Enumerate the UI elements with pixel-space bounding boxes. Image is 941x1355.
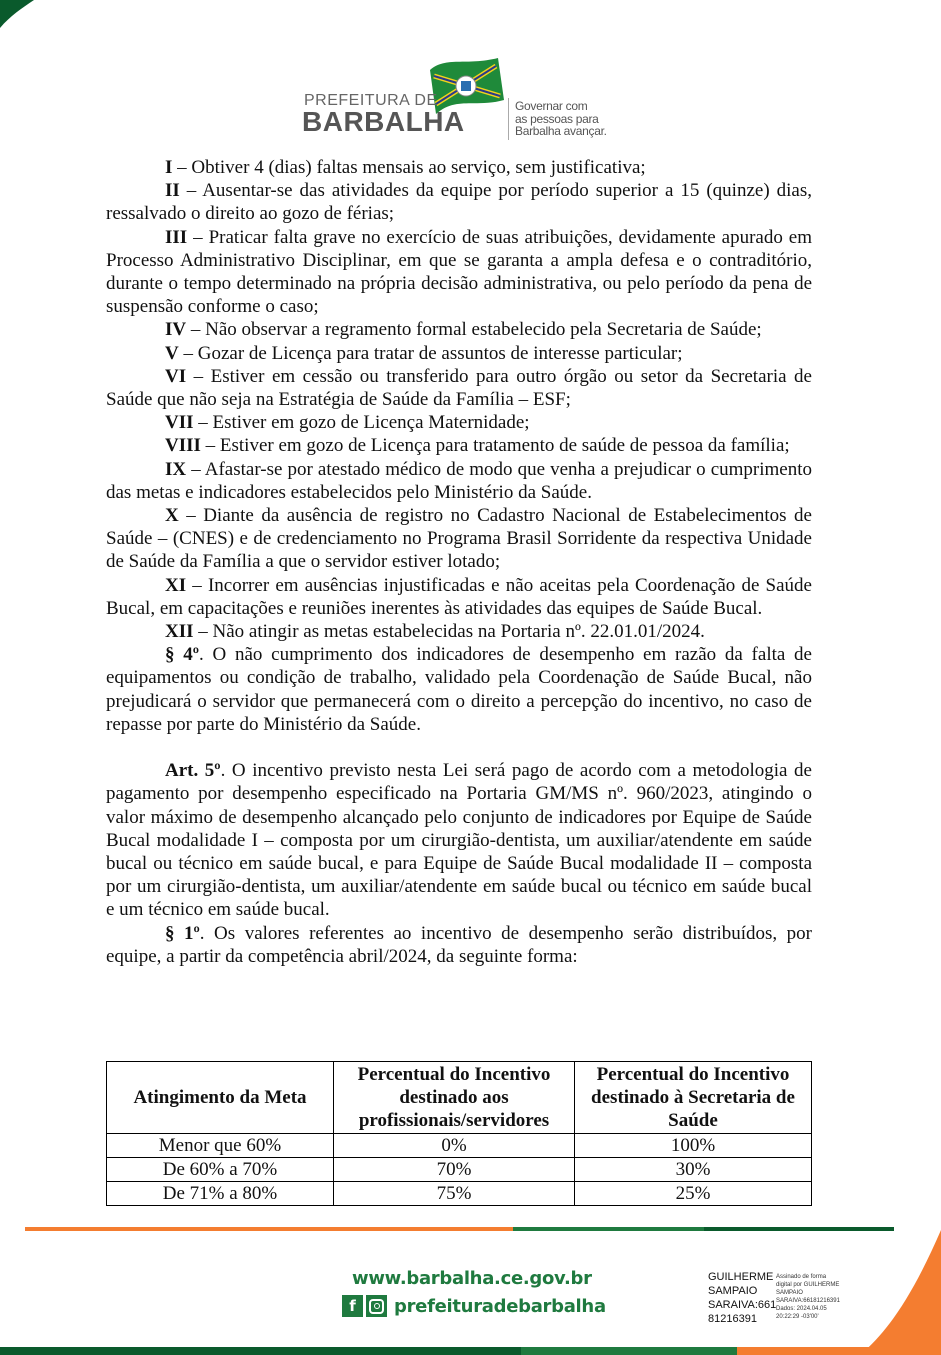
paragraph-lead: VI [165,365,187,387]
footer-divider-orange [25,1227,513,1231]
paragraph-lead: XI [165,574,187,596]
paragraph-lead: § 1º [165,922,200,944]
paragraph-lead: II [165,180,180,202]
table-cell: De 60% a 70% [107,1158,334,1182]
signature-note-line: SARAIVA:66181216391 [776,1298,840,1304]
table-header-row [107,1062,812,1134]
paragraph [106,179,812,225]
paragraph-lead: IV [165,319,187,341]
paragraph-text: – Não atingir as metas estabelecidas na Portaria nº. 22.01.01/2024. [193,621,705,643]
paragraph [106,318,812,341]
paragraph [106,434,812,457]
paragraph-lead: Art. 5º [165,760,221,782]
paragraph-text: – Ausentar-se das atividades da equipe por período superior a 15 (quinze) dias, ressalvado o direito ao gozo de férias; [106,180,812,225]
signature-note-line: digital por GUILHERME [776,1282,840,1288]
footer-divider-green [513,1227,704,1231]
paragraph [106,922,812,968]
table-cell: 25% [575,1182,812,1206]
table-cell: Menor que 60% [107,1134,334,1158]
slogan-line: Governar com [515,99,588,113]
table-row [107,1182,812,1206]
signature-note-line: SAMPAIO [776,1290,803,1296]
facebook-icon[interactable]: f [342,1295,363,1317]
table-cell: 100% [575,1134,812,1158]
signature-line: SARAIVA:661 [708,1299,777,1311]
paragraph [106,365,812,411]
paragraph [106,411,812,434]
paragraph-text: . Os valores referentes ao incentivo de desempenho serão distribuídos, por equipe, a partir da competência abril/2024, da seguinte forma: [106,922,812,967]
paragraph-text: – Diante da ausência de registro no Cadastro Nacional de Estabelecimentos de Saúde – (CNES) e de credenciamento no Programa Brasil Sorridente da respectiva Unidade de Saúde da Família a que o servidor estiver lotado; [106,505,812,573]
incentive-table [106,1061,812,1206]
document-body [106,156,812,968]
signature-note-line: Dados: 2024.04.05 [776,1306,827,1312]
paragraph-lead: XII [165,621,194,643]
table-header: Percentual do Incentivo destinado à Secretaria de Saúde [575,1062,812,1134]
paragraph [106,574,812,620]
paragraph [106,643,812,736]
slogan-line: Barbalha avançar. [515,124,607,138]
paragraph-lead: I [165,157,173,178]
table-cell: 0% [334,1134,575,1158]
paragraph-lead: III [165,226,188,248]
paragraph-lead: VIII [165,435,201,457]
logo-line1: PREFEITURA DE [304,92,438,109]
paragraph-lead: VII [165,412,194,434]
table-row [107,1134,812,1158]
bottom-bar-green [521,1347,737,1355]
signature-note [776,1273,856,1321]
slogan-line: as pessoas para [515,111,599,126]
paragraph-lead: V [165,342,179,364]
paragraph-lead: § 4º [165,644,200,666]
website-link[interactable]: www.barbalha.ce.gov.br [352,1268,592,1289]
paragraph [106,620,812,643]
instagram-icon[interactable] [366,1295,387,1317]
paragraph-text: . O incentivo previsto nesta Lei será pago de acordo com a metodologia de pagamento por desempenho especificado na Portaria GM/MS nº. 960/2023, atingindo o valor máximo de desempenho alcançado pelo conjunto de indicadores por Equipe de Saúde Bucal modalidade I – composta por um cirurgião-dentista, um auxiliar/atendente em saúde bucal ou técnico em saúde bucal, e para Equipe de Saúde Bucal modalidade II – composta por um cirurgião-dentista, um auxiliar/atendente em saúde bucal ou técnico em saúde bucal e um técnico em saúde bucal. [106,760,812,921]
table-cell: De 71% a 80% [107,1182,334,1206]
social-handle: prefeituradebarbalha [394,1295,606,1317]
paragraph [106,156,812,179]
paragraph-text: – Obtiver 4 (dias) faltas mensais ao serviço, sem justificativa; [172,157,646,178]
paragraph [106,342,812,365]
table-cell: 30% [575,1158,812,1182]
paragraph [106,458,812,504]
table-cell: 70% [334,1158,575,1182]
logo-divider [508,98,509,140]
paragraph-text: – Estiver em gozo de Licença para tratamento de saúde de pessoa da família; [200,435,790,457]
paragraph-text: – Incorrer em ausências injustificadas e não aceitas pela Coordenação de Saúde Bucal, em capacitações e reuniões inerentes às atividades das equipes de Saúde Bucal. [106,574,812,619]
signature-name [708,1270,776,1326]
social-links [342,1295,606,1317]
paragraph [106,504,812,574]
bottom-bar-orange [737,1347,941,1355]
paragraph [106,226,812,319]
table-header: Atingimento da Meta [107,1062,334,1134]
paragraph [106,759,812,921]
table-header: Percentual do Incentivo destinado aos profissionais/servidores [334,1062,575,1134]
paragraph-lead: X [165,505,179,527]
table-cell: 75% [334,1182,575,1206]
bottom-bar-dark [0,1347,521,1355]
paragraph-lead: IX [165,458,187,480]
logo-slogan [515,100,607,138]
logo-line2: BARBALHA [302,106,465,137]
signature-line: 81216391 [708,1313,757,1325]
paragraph-text: – Não observar a regramento formal estabelecido pela Secretaria de Saúde; [186,319,762,341]
signature-line: GUILHERME [708,1271,774,1283]
paragraph-text: – Estiver em gozo de Licença Maternidade; [193,412,530,434]
prefeitura-logo [300,56,620,146]
signature-line: SAMPAIO [708,1285,758,1297]
corner-decoration-orange [860,1230,941,1355]
paragraph-text: – Gozar de Licença para tratar de assuntos de interesse particular; [178,342,683,364]
paragraph-text: . O não cumprimento dos indicadores de desempenho em razão da falta de equipamentos ou condição de trabalho, validado pela Coordenação de Saúde Bucal, não prejudicará o servidor que permanecerá com o direito a percepção do incentivo, no caso de repasse por parte do Ministério da Saúde. [106,644,812,735]
signature-note-line: 20:22:29 -03'00' [776,1314,819,1320]
table-row [107,1158,812,1182]
signature-note-line: Assinado de forma [776,1274,827,1280]
paragraph-text: – Estiver em cessão ou transferido para outro órgão ou setor da Secretaria de Saúde que não seja na Estratégia de Saúde da Família – ESF; [106,365,812,411]
paragraph-text: – Afastar-se por atestado médico de modo que venha a prejudicar o cumprimento das metas e indicadores estabelecidos pelo Ministério da Saúde. [106,458,812,503]
corner-decoration [0,0,40,30]
paragraph-text: – Praticar falta grave no exercício de suas atribuições, devidamente apurado em Processo Administrativo Disciplinar, em que se garanta a ampla defesa e o contraditório, durante o tempo determinado na própria decisão administrativa, ou pelo período da pena de suspensão conforme o caso; [106,226,812,318]
